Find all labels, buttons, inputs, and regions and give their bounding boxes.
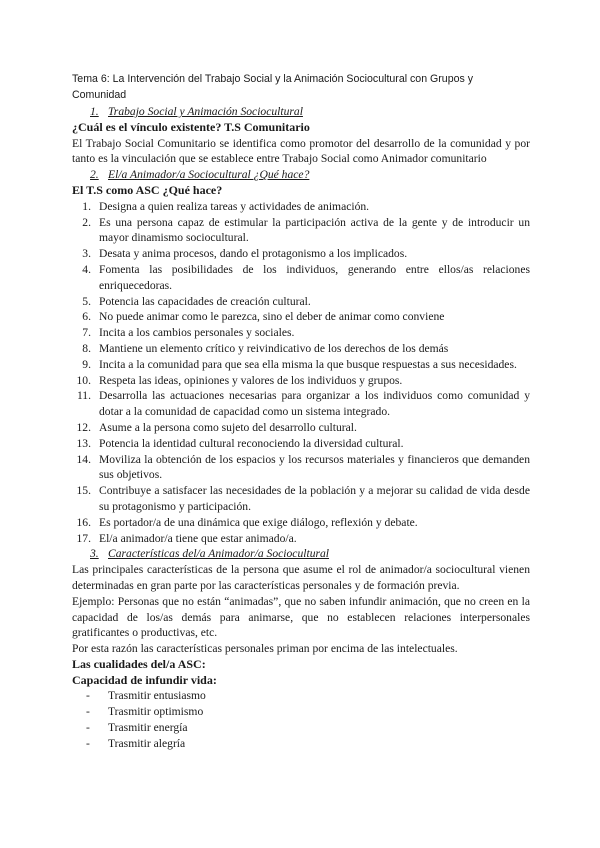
list-item [72, 199, 530, 215]
list-item [72, 720, 530, 736]
item-text: Es una persona capaz de estimular la participación activa de la gente y de introducir un mayor dinamismo sociocultural. [99, 215, 530, 245]
list-item [72, 483, 530, 515]
list-item [72, 309, 530, 325]
item-text: Moviliza la obtención de los espacios y los recursos materiales y financieros que demanden sus objetivos. [99, 452, 530, 482]
section-number: 2. [90, 168, 99, 182]
item-number: 12. [76, 420, 91, 434]
list-item [72, 688, 530, 704]
item-number: 5. [82, 294, 91, 308]
paragraph-ejemplo: Ejemplo: Personas que no están “animadas”, que no saben infundir animación, que no creen en la capacidad de los/as demás para animarse, que no establecen relaciones interpersonales gratificantes o productivas, etc. [72, 594, 530, 640]
list-item [72, 452, 530, 484]
paragraph-vinculo: El Trabajo Social Comunitario se identifica como promotor del desarrollo de la comunidad y por tanto es la vinculación que se establece entre Trabajo Social como Animador comunitario [72, 136, 530, 166]
item-text: Desata y anima procesos, dando el protagonismo a los implicados. [99, 247, 408, 261]
item-text: Incita a la comunidad para que sea ella misma la que busque respuestas a sus necesidades. [99, 357, 517, 371]
item-text: No puede animar como le parezca, sino el deber de animar como conviene [99, 310, 445, 324]
item-number: 8. [82, 341, 91, 355]
item-text: Respeta las ideas, opiniones y valores de los individuos y grupos. [99, 373, 403, 387]
list-item [72, 388, 530, 420]
item-text: Trasmitir alegría [108, 736, 186, 750]
section-title: Características del/a Animador/a Sociocultural [108, 547, 330, 561]
section-title: El/a Animador/a Sociocultural ¿Qué hace? [108, 168, 310, 182]
list-item [72, 531, 530, 547]
item-number: 2. [82, 215, 91, 229]
list-item [72, 704, 530, 720]
item-number: 9. [82, 357, 91, 371]
list-item [72, 736, 530, 752]
item-text: Potencia las capacidades de creación cultural. [99, 294, 311, 308]
item-text: El/a animador/a tiene que estar animado/a. [99, 531, 297, 545]
item-text: Fomenta las posibilidades de los individuos, generando entre ellos/as relaciones enriquecedoras. [99, 262, 530, 292]
capacity-heading: Capacidad de infundir vida: [72, 672, 217, 687]
section-heading-3 [90, 546, 530, 562]
item-number: 15. [76, 484, 91, 498]
section-number: 3. [90, 547, 99, 561]
question-heading-2: El T.S como ASC ¿Qué hace? [72, 182, 223, 197]
list-item [72, 357, 530, 373]
dash-bullet: - [86, 721, 90, 735]
section-heading-2 [90, 167, 530, 183]
item-number: 13. [76, 436, 91, 450]
list-item [72, 373, 530, 389]
item-number: 17. [76, 531, 91, 545]
paragraph-caracteristicas: Las principales características de la persona que asume el rol de animador/a sociocultural vienen determinadas en gran parte por las características personales y de formación previa. [72, 563, 530, 592]
item-number: 14. [76, 452, 91, 466]
qualities-list [72, 688, 530, 751]
item-text: Mantiene un elemento crítico y reivindicativo de los derechos de los demás [99, 341, 449, 355]
list-item [72, 420, 530, 436]
list-item [72, 294, 530, 310]
list-item [72, 246, 530, 262]
list-item [72, 325, 530, 341]
item-text: Designa a quien realiza tareas y actividades de animación. [99, 199, 370, 213]
list-item [72, 215, 530, 247]
list-item [72, 436, 530, 452]
item-number: 11. [76, 389, 91, 403]
item-text: Potencia la identidad cultural reconociendo la diversidad cultural. [99, 436, 404, 450]
item-text: Es portador/a de una dinámica que exige diálogo, reflexión y debate. [99, 515, 418, 529]
item-text: Trasmitir optimismo [108, 705, 204, 719]
item-number: 3. [82, 247, 91, 261]
item-number: 7. [82, 326, 91, 340]
list-item [72, 515, 530, 531]
item-text: Trasmitir energía [108, 721, 188, 735]
item-number: 16. [76, 515, 91, 529]
item-text: Asume a la persona como sujeto del desarrollo cultural. [99, 420, 357, 434]
item-number: 4. [82, 262, 91, 276]
tasks-list [72, 199, 530, 547]
section-heading-1 [90, 104, 530, 120]
item-text: Trasmitir entusiasmo [108, 689, 206, 703]
dash-bullet: - [86, 689, 90, 703]
item-text: Incita a los cambios personales y sociales. [99, 326, 295, 340]
paragraph-razon: Por esta razón las características personales priman por encima de las intelectuales. [72, 642, 458, 656]
dash-bullet: - [86, 736, 90, 750]
item-number: 10. [76, 373, 91, 387]
qualities-heading: Las cualidades del/a ASC: [72, 656, 206, 671]
document-title: Tema 6: La Intervención del Trabajo Social y la Animación Sociocultural con Grupos y Comunidad [72, 73, 474, 101]
document-page [72, 72, 530, 752]
item-text: Desarrolla las actuaciones necesarias para organizar a los individuos como comunidad y dotar a la comunidad de capacidad como un sistema integrado. [99, 389, 530, 419]
dash-bullet: - [86, 705, 90, 719]
section-title: Trabajo Social y Animación Sociocultural [108, 105, 303, 118]
list-item [72, 341, 530, 357]
item-text: Contribuye a satisfacer las necesidades de la población y a mejorar su calidad de vida desde su protagonismo y participación. [99, 484, 530, 513]
item-number: 1. [82, 199, 91, 213]
item-number: 6. [82, 310, 91, 324]
question-heading-1: ¿Cuál es el vínculo existente? T.S Comunitario [72, 119, 310, 134]
section-number: 1. [90, 105, 99, 118]
list-item [72, 262, 530, 294]
